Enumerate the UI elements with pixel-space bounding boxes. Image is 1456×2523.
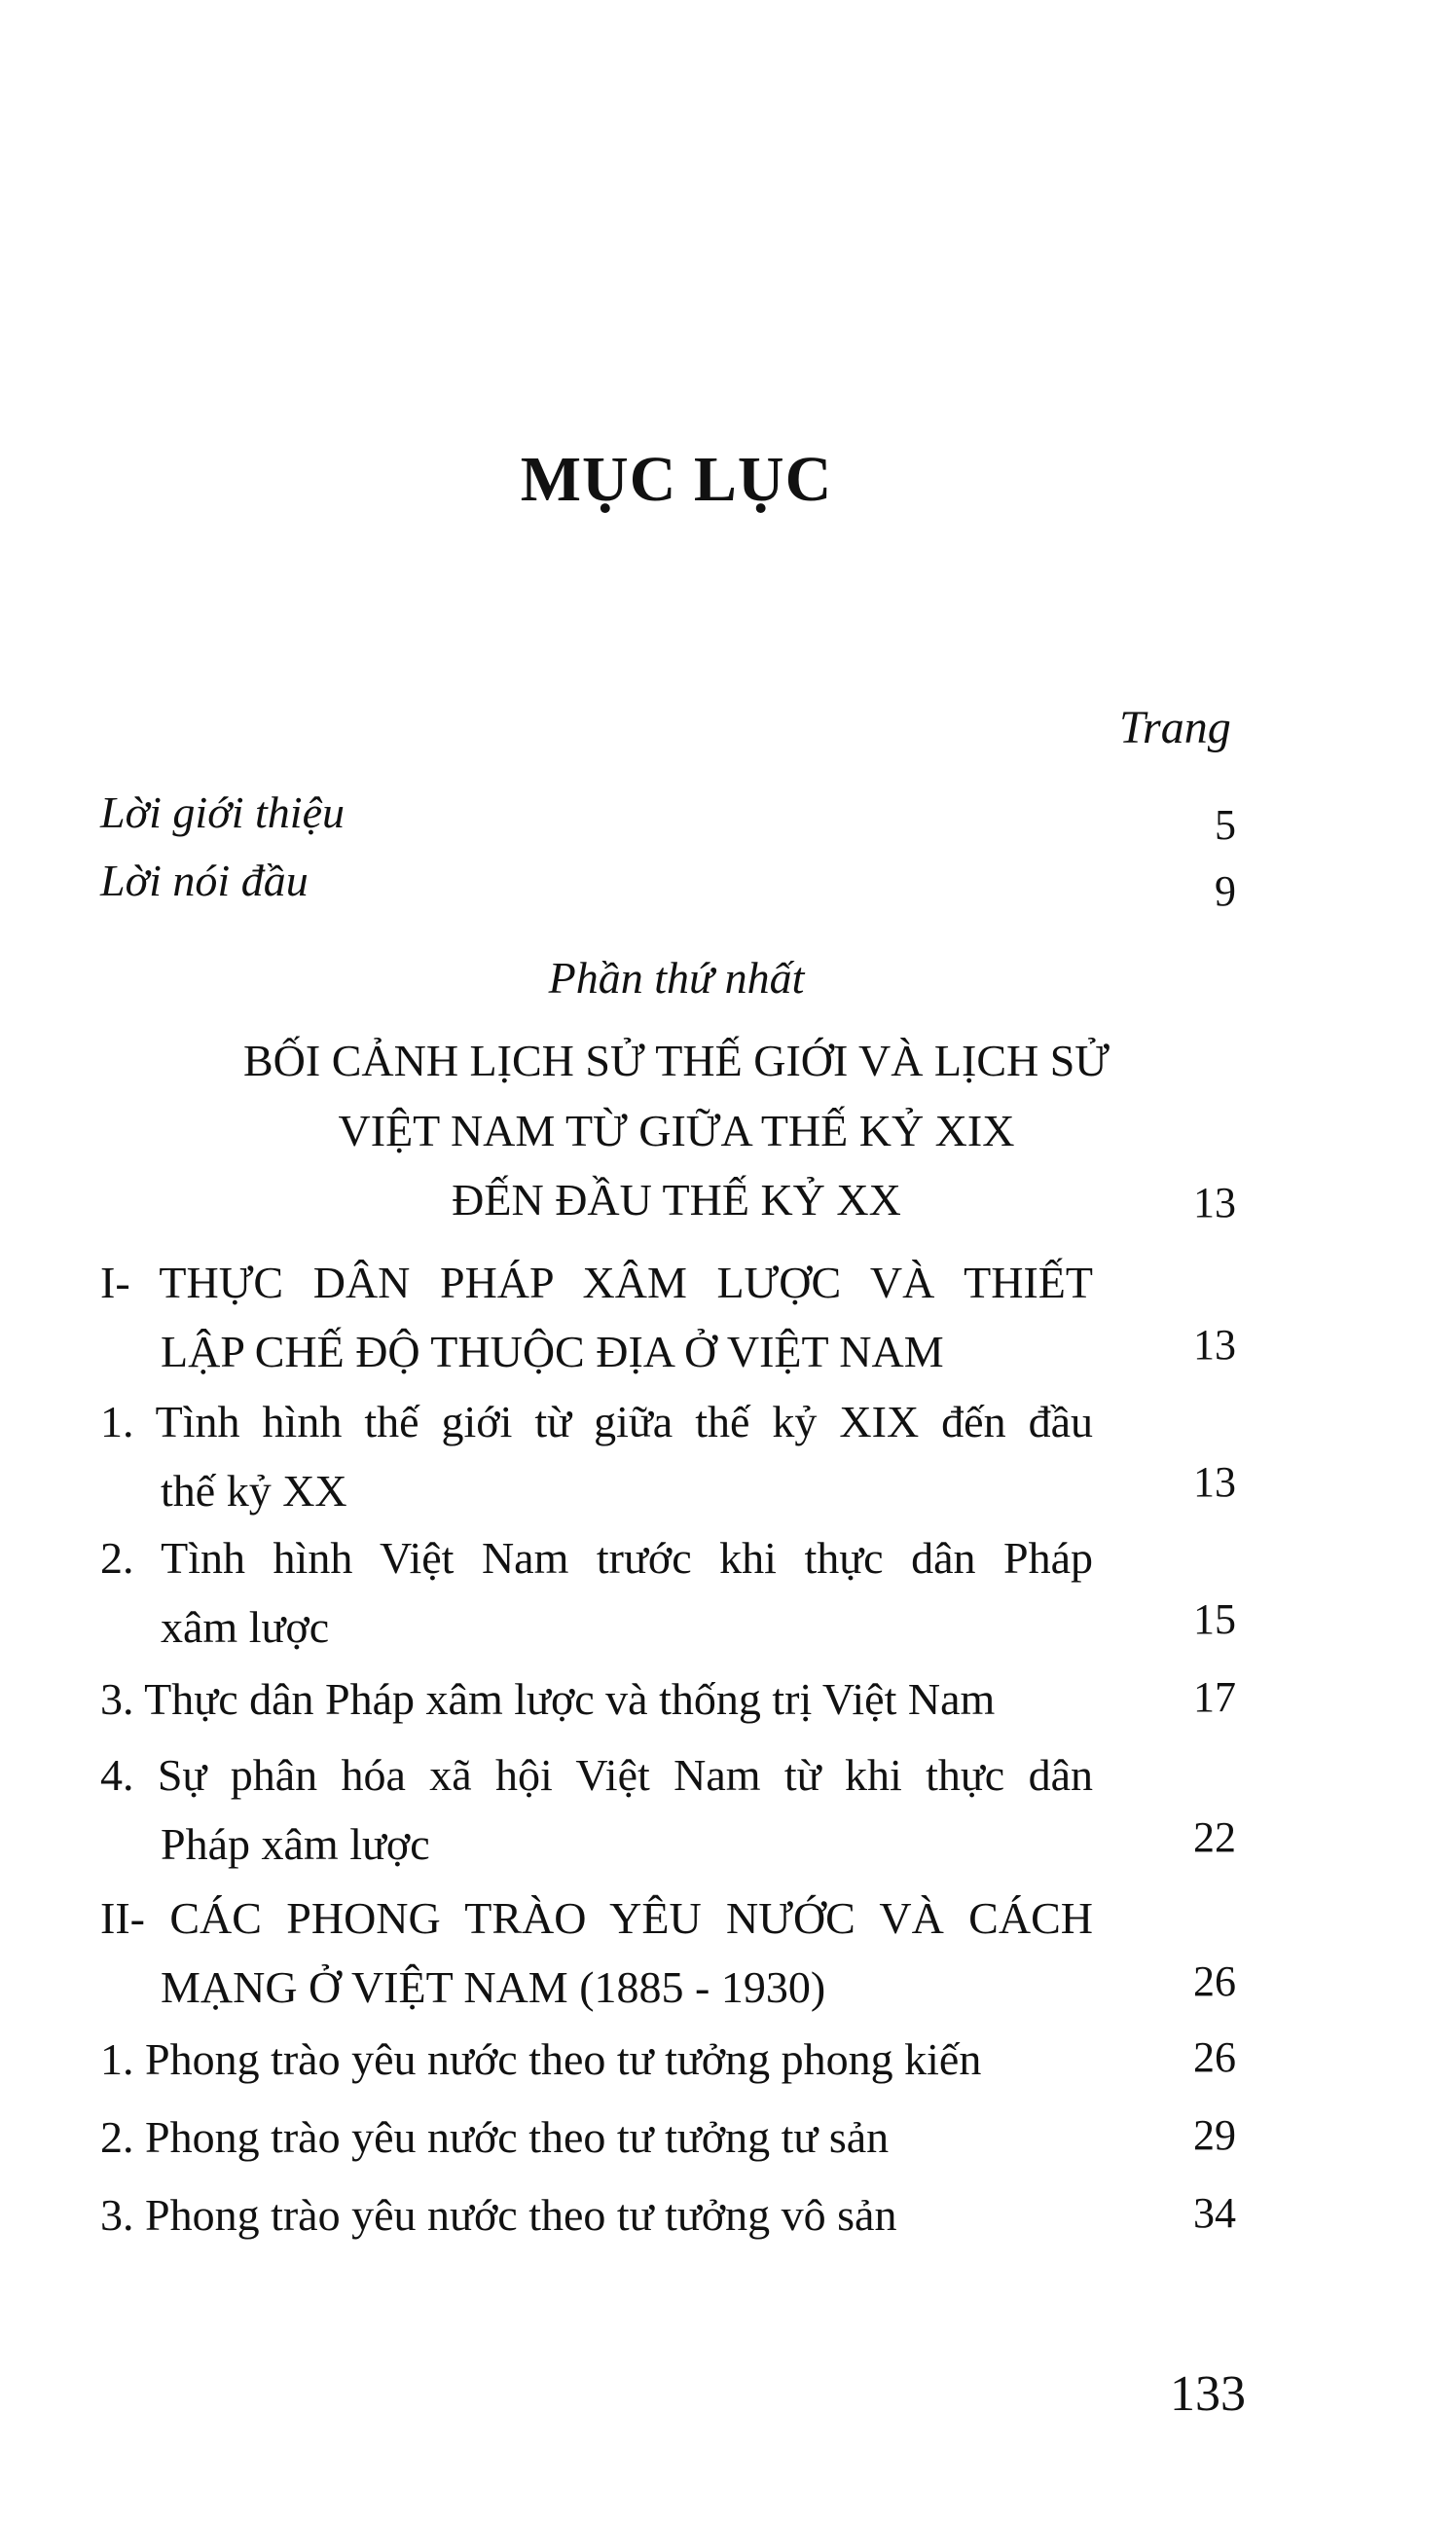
toc-entry-page: 13 xyxy=(1193,1458,1236,1506)
front-matter-page: 5 xyxy=(1215,801,1236,849)
toc-entry-line: xâm lược xyxy=(161,1602,330,1652)
part-heading-line: VIỆT NAM TỪ GIỮA THẾ KỶ XIX xyxy=(338,1106,1015,1155)
toc-entry xyxy=(100,1387,1093,1525)
toc-entry-line: thế kỷ XX xyxy=(161,1466,347,1516)
front-matter-page: 9 xyxy=(1215,867,1236,915)
front-matter-label: Lời giới thiệu xyxy=(100,787,346,837)
toc-entry-page: 34 xyxy=(1193,2189,1236,2237)
toc-entry-line: 1. Tình hình thế giới từ giữa thế kỷ XIX đến đầu xyxy=(100,1397,1093,1446)
toc-entry-page: 15 xyxy=(1193,1595,1236,1643)
toc-entry-line: 2. Phong trào yêu nước theo tư tưởng tư sản xyxy=(100,2112,890,2162)
toc-entry xyxy=(100,1664,1093,1734)
toc-entry xyxy=(100,2102,1093,2172)
toc-entry xyxy=(100,1523,1093,1662)
toc-entry xyxy=(100,2025,1093,2094)
page-number: 133 xyxy=(1170,2366,1246,2422)
toc-entry xyxy=(100,1740,1093,1879)
toc-entry-page: 13 xyxy=(1193,1321,1236,1369)
toc-entry-page: 22 xyxy=(1193,1813,1236,1861)
toc-entry-page: 26 xyxy=(1193,2033,1236,2081)
toc-entry-line: 1. Phong trào yêu nước theo tư tưởng phong kiến xyxy=(100,2034,982,2084)
toc-entry-line: II- CÁC PHONG TRÀO YÊU NƯỚC VÀ CÁCH xyxy=(100,1893,1093,1943)
toc-entry-line: 4. Sự phân hóa xã hội Việt Nam từ khi thực dân xyxy=(100,1750,1093,1800)
part-heading-line: ĐẾN ĐẦU THẾ KỶ XX xyxy=(452,1175,901,1225)
toc-entry-line: Pháp xâm lược xyxy=(161,1819,430,1869)
part-label: Phần thứ nhất xyxy=(548,953,805,1003)
toc-entry-page: 17 xyxy=(1193,1673,1236,1721)
toc-entry-line: MẠNG Ở VIỆT NAM (1885 - 1930) xyxy=(161,1962,826,2012)
toc-entry-line: 3. Phong trào yêu nước theo tư tưởng vô sản xyxy=(100,2190,897,2240)
front-matter-label: Lời nói đầu xyxy=(100,856,309,905)
toc-entry-line: LẬP CHẾ ĐỘ THUỘC ĐỊA Ở VIỆT NAM xyxy=(161,1327,944,1376)
toc-entry-line: 3. Thực dân Pháp xâm lược và thống trị Việt Nam xyxy=(100,1674,996,1724)
toc-entry-line: I- THỰC DÂN PHÁP XÂM LƯỢC VÀ THIẾT xyxy=(100,1258,1093,1307)
toc-entry-page: 26 xyxy=(1193,1957,1236,2005)
page-column-label: Trang xyxy=(1119,702,1231,753)
part-page: 13 xyxy=(1193,1179,1236,1226)
toc-entry-line: 2. Tình hình Việt Nam trước khi thực dân Pháp xyxy=(100,1533,1093,1583)
toc-entry xyxy=(100,1248,1093,1386)
part-heading-line: BỐI CẢNH LỊCH SỬ THẾ GIỚI VÀ LỊCH SỬ xyxy=(242,1036,1110,1085)
toc-entry xyxy=(100,2180,1093,2249)
page-title: MỤC LỤC xyxy=(520,444,833,515)
toc-entry-page: 29 xyxy=(1193,2111,1236,2159)
toc-entry xyxy=(100,1883,1093,2022)
